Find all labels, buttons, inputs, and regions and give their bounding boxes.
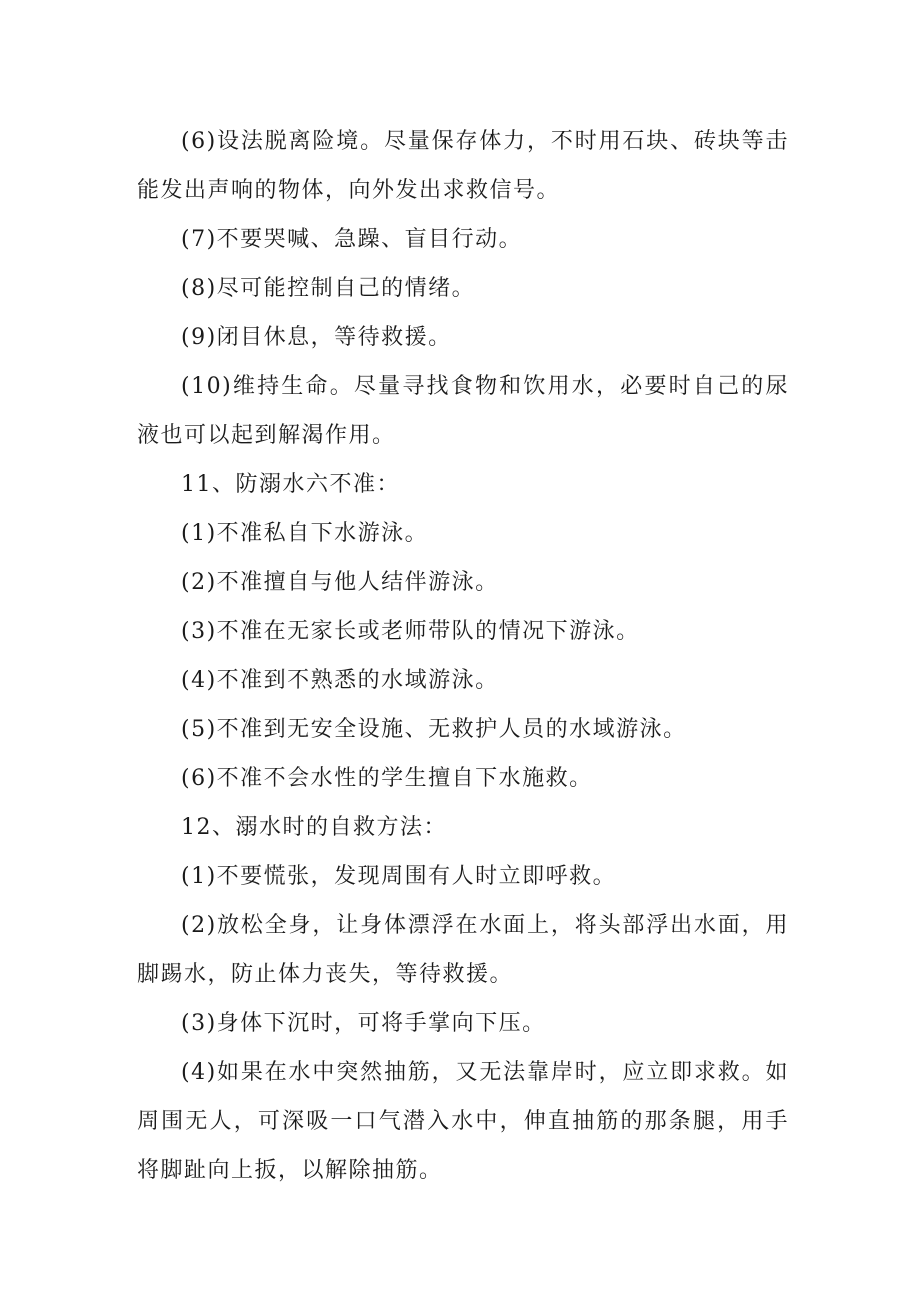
section-12-item: (4)如果在水中突然抽筋，又无法靠岸时，应立即求救。如周围无人，可深吸一口气潜入水中，伸直抽筋的那条腿，用手将脚趾向上扳，以解除抽筋。 bbox=[137, 1060, 789, 1183]
document-body bbox=[137, 117, 789, 1195]
section-11-item: (3)不准在无家长或老师带队的情况下游泳。 bbox=[181, 619, 640, 644]
section-12-heading: 12、溺水时的自救方法： bbox=[181, 815, 447, 840]
section-11-item: (4)不准到不熟悉的水域游泳。 bbox=[181, 668, 499, 693]
paragraph-item-6: (6)设法脱离险境。尽量保存体力，不时用石块、砖块等击能发出声响的物体，向外发出求救信号。 bbox=[137, 129, 789, 203]
section-12-item: (3)身体下沉时，可将手掌向下压。 bbox=[181, 1011, 546, 1036]
section-12-item: (2)放松全身，让身体漂浮在水面上，将头部浮出水面，用脚踢水，防止体力丧失，等待救援。 bbox=[137, 913, 789, 987]
section-11-item: (1)不准私自下水游泳。 bbox=[181, 521, 429, 546]
paragraph-item-10: (10)维持生命。尽量寻找食物和饮用水，必要时自己的尿液也可以起到解渴作用。 bbox=[137, 374, 789, 448]
section-12-item: (1)不要慌张，发现周围有人时立即呼救。 bbox=[181, 864, 617, 889]
section-11-heading: 11、防溺水六不准： bbox=[181, 472, 400, 497]
section-11-item: (2)不准擅自与他人结伴游泳。 bbox=[181, 570, 499, 595]
paragraph-item-7: (7)不要哭喊、急躁、盲目行动。 bbox=[181, 227, 523, 252]
paragraph-item-8: (8)尽可能控制自己的情绪。 bbox=[181, 276, 476, 301]
section-11-item: (5)不准到无安全设施、无救护人员的水域游泳。 bbox=[181, 717, 687, 742]
section-11-item: (6)不准不会水性的学生擅自下水施救。 bbox=[181, 766, 593, 791]
paragraph-item-9: (9)闭目休息，等待救援。 bbox=[181, 325, 452, 350]
